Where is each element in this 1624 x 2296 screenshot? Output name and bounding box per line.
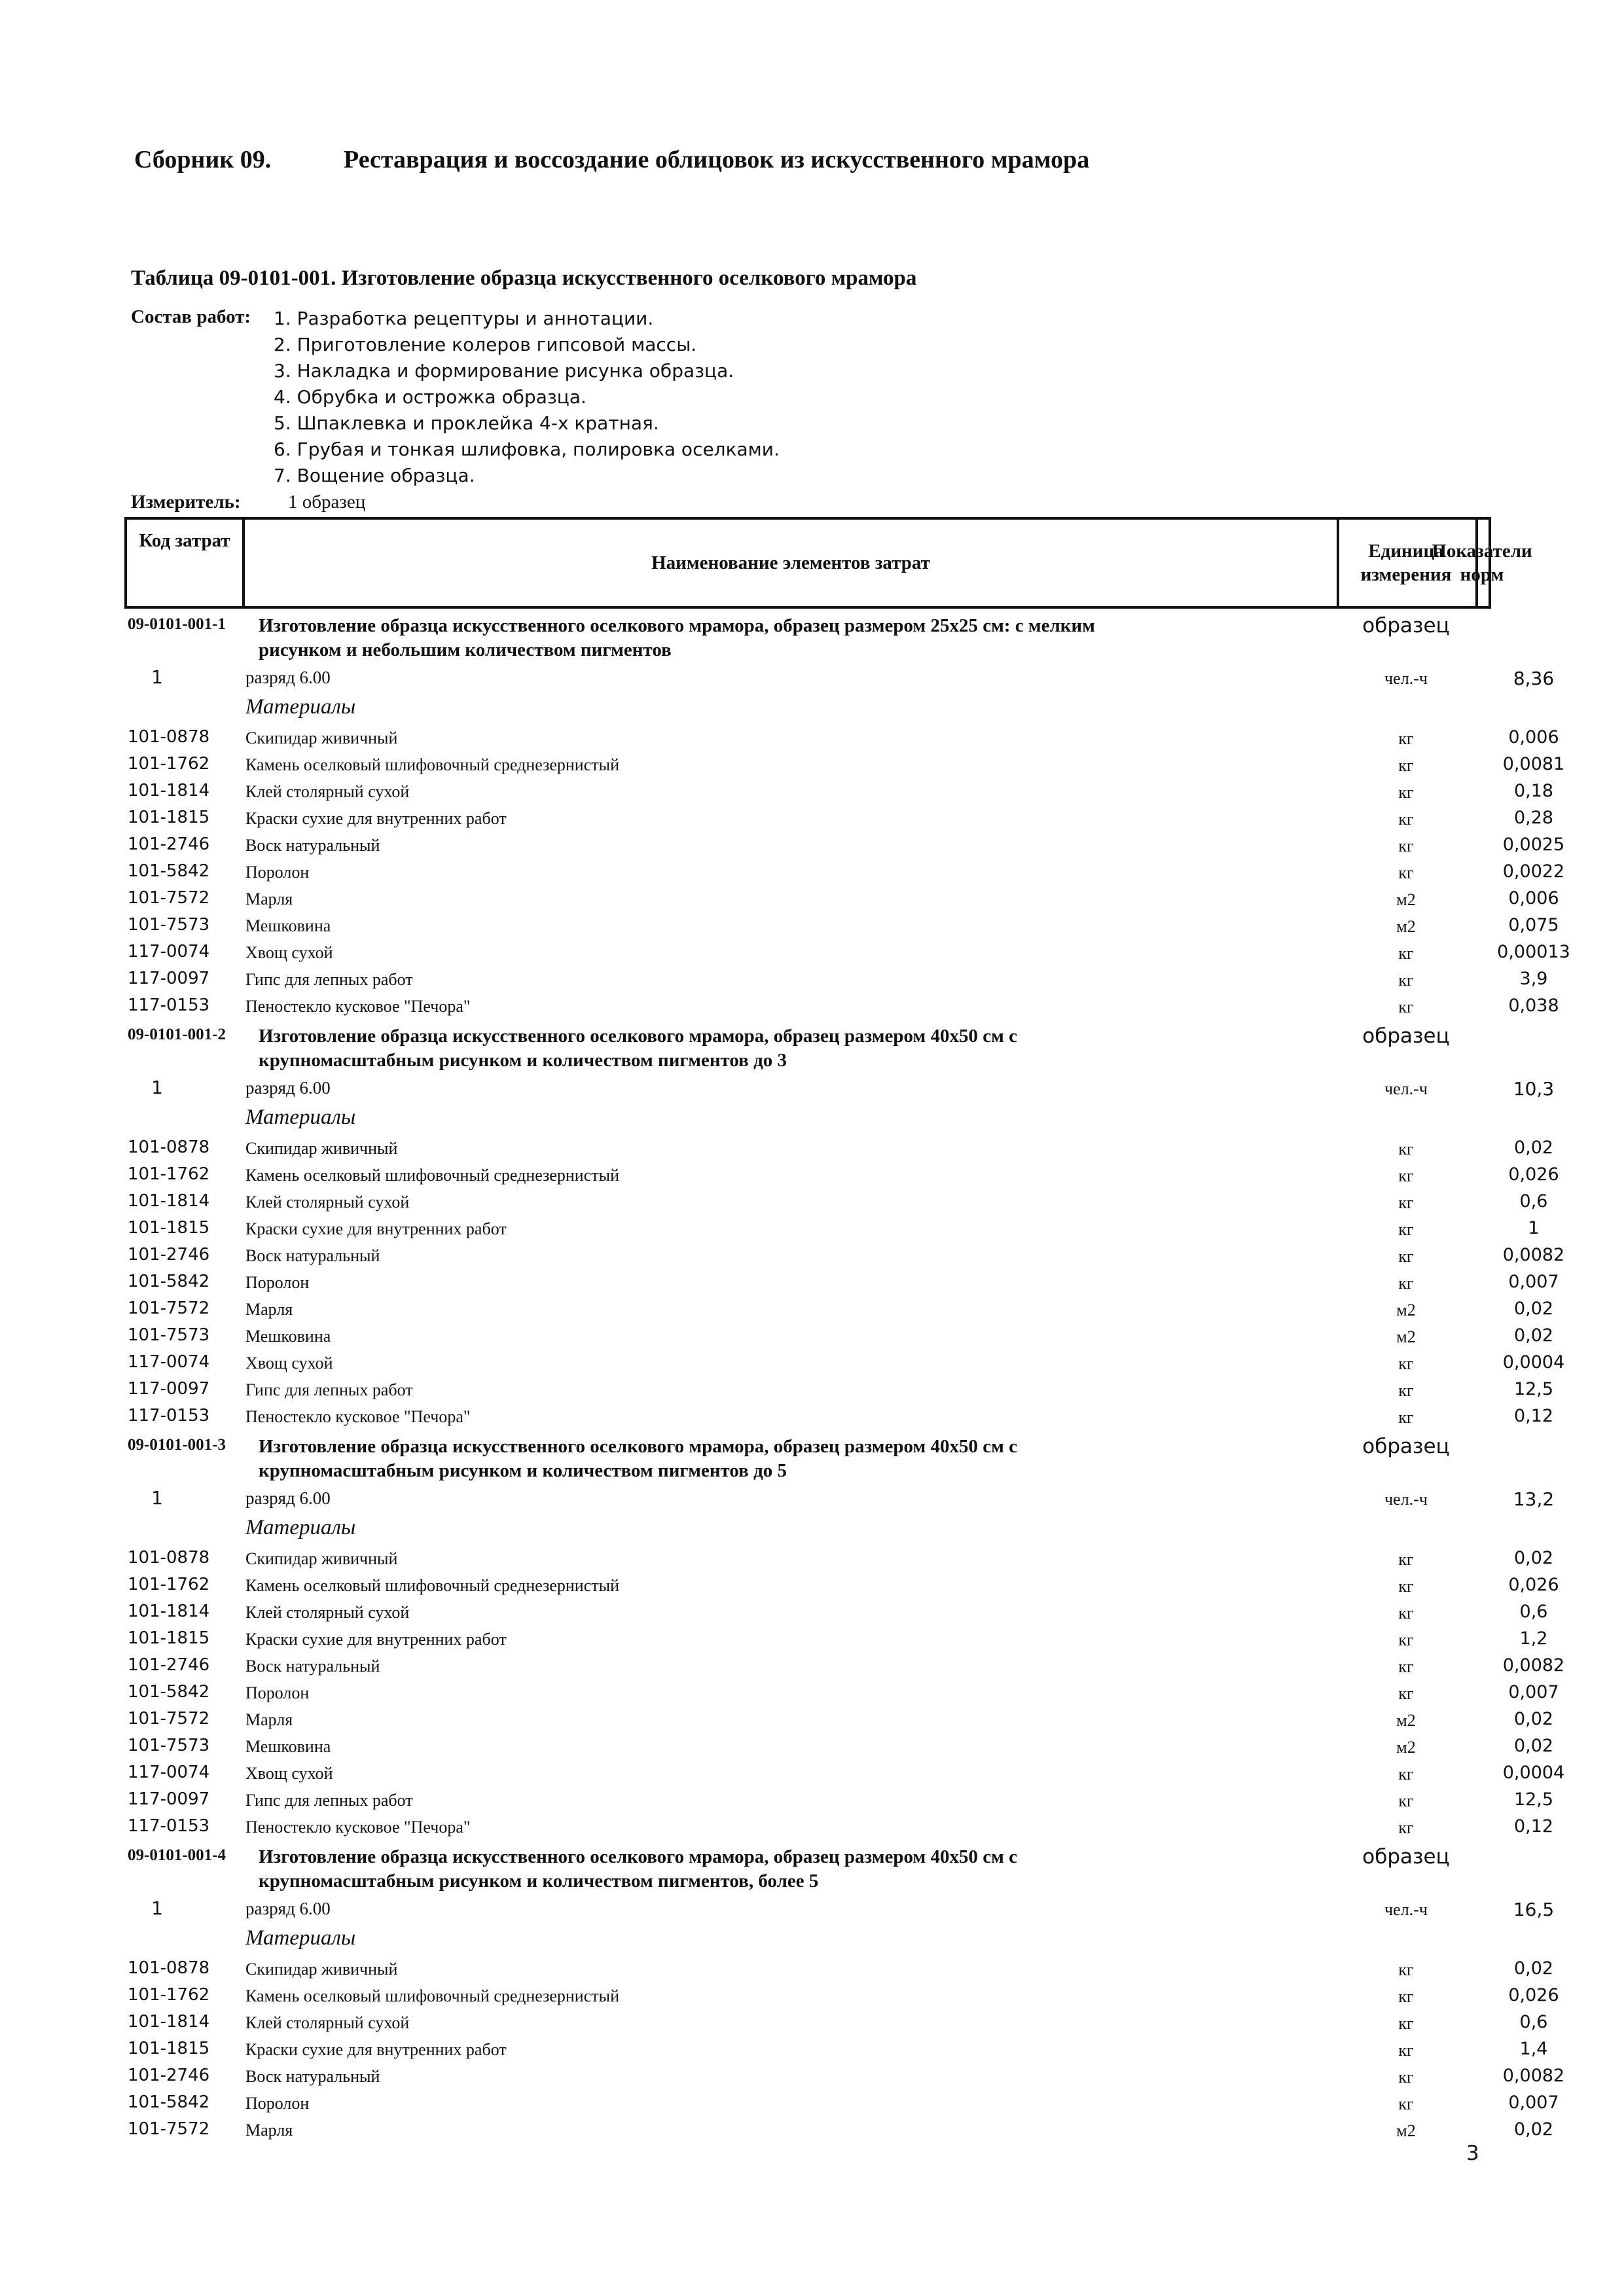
material-code: 101-2746 <box>128 1655 210 1675</box>
material-unit: кг <box>1398 810 1414 829</box>
material-row <box>128 939 1570 965</box>
labor-code: 1 <box>151 1077 163 1098</box>
section-name <box>259 1024 1332 1073</box>
material-unit: кг <box>1398 1274 1414 1293</box>
section-name <box>259 1845 1332 1893</box>
material-unit: кг <box>1398 1604 1414 1623</box>
material-name: Краски сухие для внутренних работ <box>245 809 507 828</box>
material-unit: м2 <box>1396 1300 1416 1319</box>
material-unit: кг <box>1398 729 1414 748</box>
section-header-row <box>128 609 1496 664</box>
material-value: 0,0082 <box>1502 2066 1565 2086</box>
material-name: Поролон <box>245 863 310 882</box>
material-row <box>128 1161 1559 1188</box>
labor-unit: чел.-ч <box>1384 1490 1428 1509</box>
material-value: 0,006 <box>1508 888 1559 908</box>
material-code: 101-5842 <box>128 861 210 881</box>
material-name: Скипидар живичный <box>245 1549 398 1568</box>
material-row <box>128 1652 1565 1679</box>
material-unit: кг <box>1398 1818 1414 1837</box>
material-unit: кг <box>1398 1987 1414 2006</box>
material-code: 101-0878 <box>128 1958 210 1978</box>
work-composition-list <box>274 306 780 490</box>
labor-name: разряд 6.00 <box>245 1899 331 1918</box>
material-name: Марля <box>245 1300 293 1319</box>
materials-heading-row <box>128 1513 1496 1545</box>
material-name: Клей столярный сухой <box>245 2013 410 2032</box>
material-code: 101-1762 <box>128 1164 210 1184</box>
material-value: 0,6 <box>1519 1191 1548 1211</box>
material-unit: кг <box>1398 1684 1414 1703</box>
column-header-norm <box>1432 520 1532 606</box>
column-header-norm-line1: Показатели <box>1432 541 1532 562</box>
material-name: Камень оселковый шлифовочный среднезернистый <box>245 1166 620 1185</box>
material-code: 101-1762 <box>128 754 210 774</box>
material-name: Поролон <box>245 1273 310 1292</box>
material-name: Пеностекло кусковое "Печора" <box>245 997 471 1016</box>
material-value: 0,0082 <box>1502 1245 1565 1265</box>
material-unit: кг <box>1398 1765 1414 1784</box>
material-code: 101-1762 <box>128 1575 210 1594</box>
material-value: 0,026 <box>1508 1575 1559 1595</box>
material-row <box>128 1376 1554 1403</box>
material-code: 101-1814 <box>128 781 210 800</box>
column-header-unit-line1: Единица <box>1368 541 1444 562</box>
material-name: Клей столярный сухой <box>245 782 410 801</box>
material-unit: кг <box>1398 2068 1414 2087</box>
material-row <box>128 1786 1554 1813</box>
material-name: Гипс для лепных работ <box>245 970 413 989</box>
material-row <box>128 1732 1554 1759</box>
material-name: Воск натуральный <box>245 2067 380 2086</box>
labor-name: разряд 6.00 <box>245 668 331 687</box>
material-unit: кг <box>1398 756 1414 775</box>
material-row <box>128 885 1559 912</box>
material-unit: кг <box>1398 783 1414 802</box>
collection-title: Реставрация и воссоздание облицовок из искусственного мрамора <box>344 146 1090 173</box>
labor-unit: чел.-ч <box>1384 1900 1428 1919</box>
measure-value: 1 образец <box>288 492 366 512</box>
material-code: 101-7572 <box>128 1299 210 1318</box>
material-row <box>128 831 1565 858</box>
material-code: 117-0097 <box>128 969 210 988</box>
material-name: Хвощ сухой <box>245 1354 333 1372</box>
material-name: Скипидар живичный <box>245 1139 398 1158</box>
section-unit: образец <box>1362 614 1450 637</box>
work-composition-label: Состав работ: <box>131 306 251 327</box>
material-name: Мешковина <box>245 916 331 935</box>
material-unit: кг <box>1398 2094 1414 2113</box>
material-name: Камень оселковый шлифовочный среднезернистый <box>245 1576 620 1595</box>
material-value: 0,00013 <box>1497 942 1570 962</box>
material-code: 101-7572 <box>128 888 210 908</box>
material-unit: кг <box>1398 1354 1414 1373</box>
material-code: 101-0878 <box>128 1138 210 1157</box>
section-name-line1: Изготовление образца искусственного оселкового мрамора, образец размером 25х25 см: с мелким <box>259 615 1095 636</box>
material-name: Скипидар живичный <box>245 728 398 747</box>
column-header-norm-line2: норм <box>1460 564 1504 585</box>
work-step: 1. Разработка рецептуры и аннотации. <box>274 308 654 329</box>
material-row <box>128 1215 1540 1242</box>
material-value: 0,006 <box>1508 727 1559 747</box>
section-unit: образец <box>1362 1845 1450 1869</box>
material-row <box>128 1545 1554 1571</box>
material-value: 12,5 <box>1513 1789 1554 1810</box>
work-step: 5. Шпаклевка и проклейка 4-х кратная. <box>274 412 659 434</box>
materials-heading-row <box>128 1924 1496 1955</box>
material-name: Камень оселковый шлифовочный среднезернистый <box>245 1986 620 2005</box>
material-name: Пеностекло кусковое "Печора" <box>245 1818 471 1837</box>
section-code: 09-0101-001-4 <box>128 1846 226 1864</box>
material-name: Камень оселковый шлифовочный среднезернистый <box>245 755 620 774</box>
labor-code: 1 <box>151 666 163 688</box>
section-code: 09-0101-001-1 <box>128 615 226 633</box>
collection-number: Сборник 09. <box>134 146 272 173</box>
material-value: 0,026 <box>1508 1164 1559 1185</box>
section-name-line2: крупномасштабным рисунком и количеством пигментов, более 5 <box>259 1871 819 1892</box>
work-step: 6. Грубая и тонкая шлифовка, полировка оселками. <box>274 439 780 460</box>
materials-heading: Материалы <box>245 1516 356 1539</box>
material-row <box>128 1813 1554 1840</box>
material-code: 117-0097 <box>128 1789 210 1809</box>
materials-heading: Материалы <box>245 1926 356 1950</box>
section-code: 09-0101-001-3 <box>128 1436 226 1454</box>
material-row <box>128 2116 1554 2143</box>
material-unit: кг <box>1398 1193 1414 1212</box>
material-value: 0,038 <box>1508 996 1559 1016</box>
material-name: Воск натуральный <box>245 1657 380 1676</box>
material-unit: кг <box>1398 2014 1414 2033</box>
material-code: 101-7573 <box>128 1325 210 1345</box>
table-title: Таблица 09-0101-001. Изготовление образца искусственного оселкового мрамора <box>131 266 917 290</box>
material-name: Марля <box>245 1710 293 1729</box>
section-header-row <box>128 1429 1496 1484</box>
material-value: 0,28 <box>1513 808 1554 828</box>
material-name: Гипс для лепных работ <box>245 1791 413 1810</box>
material-value: 0,0082 <box>1502 1655 1565 1676</box>
material-code: 101-5842 <box>128 1272 210 1291</box>
material-code: 101-1815 <box>128 1628 210 1648</box>
work-step: 2. Приготовление колеров гипсовой массы. <box>274 334 697 355</box>
material-unit: м2 <box>1396 890 1416 909</box>
material-value: 0,02 <box>1513 1548 1554 1568</box>
material-unit: кг <box>1398 2041 1414 2060</box>
material-unit: кг <box>1398 944 1414 963</box>
material-unit: м2 <box>1396 1738 1416 1757</box>
measure-unit <box>131 492 365 513</box>
material-name: Воск натуральный <box>245 836 380 855</box>
table-header <box>124 517 1532 609</box>
material-value: 0,0004 <box>1502 1763 1565 1783</box>
section-code: 09-0101-001-2 <box>128 1026 226 1043</box>
material-name: Поролон <box>245 2094 310 2113</box>
material-value: 0,6 <box>1519 1602 1548 1622</box>
material-unit: кг <box>1398 1381 1414 1400</box>
labor-row <box>128 664 1555 692</box>
work-step: 7. Вощение образца. <box>274 465 475 486</box>
material-row <box>128 992 1559 1019</box>
material-row <box>128 1322 1554 1349</box>
material-unit: м2 <box>1396 2121 1416 2140</box>
material-unit: кг <box>1398 836 1414 855</box>
material-name: Марля <box>245 889 293 908</box>
material-code: 117-0074 <box>128 1352 210 1372</box>
material-value: 0,02 <box>1513 1325 1554 1346</box>
labor-value: 8,36 <box>1513 668 1555 689</box>
material-row <box>128 2089 1559 2116</box>
material-value: 0,007 <box>1508 1272 1559 1292</box>
section-header-row <box>128 1840 1496 1895</box>
material-code: 117-0074 <box>128 1763 210 1782</box>
labor-unit: чел.-ч <box>1384 1079 1428 1098</box>
table-body <box>128 609 1570 2143</box>
material-row <box>128 724 1559 751</box>
labor-name: разряд 6.00 <box>245 1078 331 1098</box>
material-code: 117-0074 <box>128 942 210 961</box>
materials-heading: Материалы <box>245 1105 356 1129</box>
material-name: Воск натуральный <box>245 1246 380 1265</box>
material-name: Гипс для лепных работ <box>245 1380 413 1399</box>
material-value: 0,0004 <box>1502 1352 1565 1372</box>
section-name <box>259 1435 1332 1483</box>
material-row <box>128 1706 1554 1732</box>
material-value: 0,02 <box>1513 2119 1554 2140</box>
material-unit: м2 <box>1396 1327 1416 1346</box>
labor-code: 1 <box>151 1897 163 1919</box>
material-value: 0,0022 <box>1502 861 1565 882</box>
material-row <box>128 1349 1565 1376</box>
material-row <box>128 858 1565 885</box>
material-unit: кг <box>1398 863 1414 882</box>
section-name-line2: рисунком и небольшим количеством пигментов <box>259 639 672 660</box>
section-name-line1: Изготовление образца искусственного оселкового мрамора, образец размером 40х50 см с <box>259 1846 1017 1867</box>
material-row <box>128 2062 1565 2089</box>
material-unit: кг <box>1398 1247 1414 1266</box>
materials-heading: Материалы <box>245 695 356 719</box>
material-code: 101-7573 <box>128 1736 210 1755</box>
material-row <box>128 2036 1548 2062</box>
material-value: 1,2 <box>1519 1628 1548 1649</box>
material-unit: кг <box>1398 971 1414 990</box>
material-value: 0,12 <box>1513 1406 1554 1426</box>
material-row <box>128 1982 1559 2009</box>
material-name: Клей столярный сухой <box>245 1603 410 1622</box>
materials-heading-row <box>128 1103 1496 1134</box>
material-code: 101-1815 <box>128 2039 210 2058</box>
labor-name: разряд 6.00 <box>245 1488 331 1508</box>
material-value: 0,007 <box>1508 1682 1559 1702</box>
section-unit: образец <box>1362 1024 1450 1048</box>
material-unit: кг <box>1398 1550 1414 1569</box>
material-row <box>128 2009 1548 2036</box>
material-value: 0,02 <box>1513 1138 1554 1158</box>
material-code: 117-0153 <box>128 1816 210 1836</box>
material-unit: кг <box>1398 1139 1414 1158</box>
material-code: 101-7572 <box>128 2119 210 2139</box>
material-name: Краски сухие для внутренних работ <box>245 2040 507 2059</box>
material-code: 101-1762 <box>128 1985 210 2005</box>
material-code: 101-7572 <box>128 1709 210 1729</box>
section-name-line2: крупномасштабным рисунком и количеством пигментов до 5 <box>259 1460 787 1481</box>
material-value: 3,9 <box>1519 969 1548 989</box>
labor-value: 16,5 <box>1513 1899 1555 1920</box>
labor-row <box>128 1074 1555 1103</box>
material-value: 0,12 <box>1513 1816 1554 1837</box>
column-header-unit-line2: измерения <box>1360 564 1452 585</box>
material-code: 101-2746 <box>128 2066 210 2085</box>
work-step: 4. Обрубка и острожка образца. <box>274 386 586 408</box>
material-code: 101-1814 <box>128 2012 210 2032</box>
material-value: 1 <box>1528 1218 1540 1238</box>
work-step: 3. Накладка и формирование рисунка образца. <box>274 360 734 382</box>
material-code: 101-0878 <box>128 727 210 747</box>
material-name: Краски сухие для внутренних работ <box>245 1630 507 1649</box>
material-unit: кг <box>1398 1657 1414 1676</box>
labor-value: 10,3 <box>1513 1078 1555 1100</box>
material-code: 101-7573 <box>128 915 210 935</box>
material-name: Поролон <box>245 1683 310 1702</box>
material-code: 101-5842 <box>128 1682 210 1702</box>
labor-unit: чел.-ч <box>1384 669 1428 688</box>
material-row <box>128 1625 1548 1652</box>
material-name: Краски сухие для внутренних работ <box>245 1219 507 1238</box>
material-value: 1,4 <box>1519 2039 1548 2059</box>
material-unit: кг <box>1398 997 1414 1016</box>
material-code: 101-1814 <box>128 1602 210 1621</box>
material-code: 101-5842 <box>128 2092 210 2112</box>
material-code: 117-0097 <box>128 1379 210 1399</box>
material-code: 101-1815 <box>128 1218 210 1238</box>
section-name-line1: Изготовление образца искусственного оселкового мрамора, образец размером 40х50 см с <box>259 1436 1017 1457</box>
material-value: 0,0081 <box>1502 754 1565 774</box>
material-value: 0,075 <box>1508 915 1559 935</box>
materials-heading-row <box>128 692 1496 724</box>
material-name: Марля <box>245 2121 293 2140</box>
material-unit: кг <box>1398 1577 1414 1596</box>
section-header-row <box>128 1019 1496 1074</box>
material-value: 12,5 <box>1513 1379 1554 1399</box>
page-header <box>134 145 1509 174</box>
material-name: Хвощ сухой <box>245 943 333 962</box>
labor-value: 13,2 <box>1513 1488 1555 1510</box>
material-value: 0,02 <box>1513 1709 1554 1729</box>
material-unit: кг <box>1398 1220 1414 1239</box>
section-unit: образец <box>1362 1435 1450 1458</box>
material-value: 0,18 <box>1513 781 1554 801</box>
labor-row <box>128 1484 1555 1513</box>
section-name-line2: крупномасштабным рисунком и количеством пигментов до 3 <box>259 1050 787 1071</box>
measure-label: Измеритель: <box>131 492 241 512</box>
material-value: 0,007 <box>1508 2092 1559 2113</box>
column-header-code: Код затрат <box>127 520 245 606</box>
material-row <box>128 965 1548 992</box>
material-row <box>128 1679 1559 1706</box>
material-unit: м2 <box>1396 1711 1416 1730</box>
material-code: 101-1814 <box>128 1191 210 1211</box>
material-code: 101-0878 <box>128 1548 210 1568</box>
material-unit: кг <box>1398 1408 1414 1427</box>
material-value: 0,02 <box>1513 1958 1554 1979</box>
material-name: Пеностекло кусковое "Печора" <box>245 1407 471 1426</box>
column-header-name: Наименование элементов затрат <box>245 520 1339 606</box>
material-unit: м2 <box>1396 917 1416 936</box>
material-unit: кг <box>1398 1630 1414 1649</box>
page-number: 3 <box>1466 2142 1479 2165</box>
material-value: 0,026 <box>1508 1985 1559 2005</box>
material-value: 0,6 <box>1519 2012 1548 2032</box>
material-name: Хвощ сухой <box>245 1764 333 1783</box>
material-code: 117-0153 <box>128 1406 210 1426</box>
labor-code: 1 <box>151 1487 163 1509</box>
material-row <box>128 912 1559 939</box>
material-code: 101-2746 <box>128 834 210 854</box>
material-value: 0,02 <box>1513 1736 1554 1756</box>
material-row <box>128 804 1554 831</box>
material-code: 117-0153 <box>128 996 210 1015</box>
material-value: 0,0025 <box>1502 834 1565 855</box>
material-name: Мешковина <box>245 1737 331 1756</box>
material-row <box>128 751 1565 778</box>
material-name: Мешковина <box>245 1327 331 1346</box>
material-unit: кг <box>1398 1166 1414 1185</box>
section-name <box>259 614 1332 662</box>
material-row <box>128 1403 1554 1429</box>
material-row <box>128 1134 1554 1161</box>
material-row <box>128 778 1554 804</box>
material-unit: кг <box>1398 1791 1414 1810</box>
labor-row <box>128 1895 1555 1924</box>
material-name: Клей столярный сухой <box>245 1193 410 1211</box>
material-code: 101-1815 <box>128 808 210 827</box>
material-row <box>128 1268 1559 1295</box>
material-name: Скипидар живичный <box>245 1960 398 1979</box>
section-name-line1: Изготовление образца искусственного оселкового мрамора, образец размером 40х50 см с <box>259 1026 1017 1047</box>
material-row <box>128 1295 1554 1322</box>
material-value: 0,02 <box>1513 1299 1554 1319</box>
material-row <box>128 1188 1548 1215</box>
material-code: 101-2746 <box>128 1245 210 1265</box>
material-row <box>128 1571 1559 1598</box>
material-row <box>128 1242 1565 1268</box>
material-row <box>128 1955 1554 1982</box>
material-row <box>128 1759 1565 1786</box>
material-unit: кг <box>1398 1960 1414 1979</box>
material-row <box>128 1598 1548 1625</box>
